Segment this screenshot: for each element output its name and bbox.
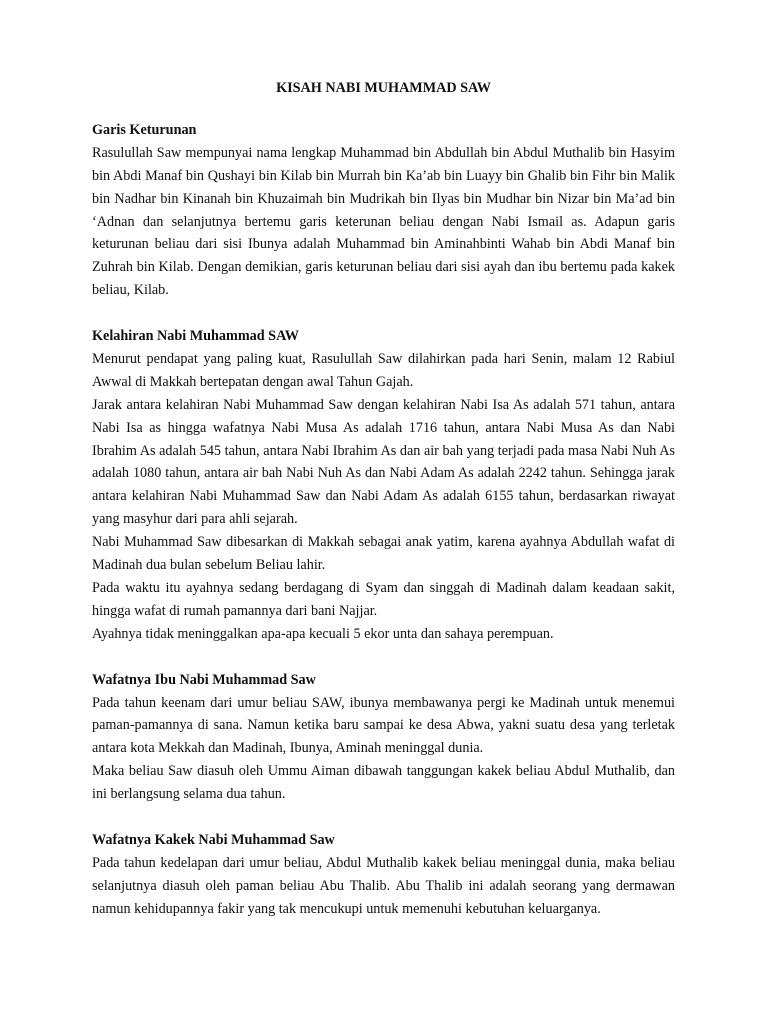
document-title: KISAH NABI MUHAMMAD SAW	[276, 80, 491, 96]
paragraph: Pada waktu itu ayahnya sedang berdagang di Syam dan singgah di Madinah dalam keadaan sakit, hingga wafat di rumah pamannya dari bani Najjar.	[92, 580, 675, 619]
paragraph: Maka beliau Saw diasuh oleh Ummu Aiman dibawah tanggungan kakek beliau Abdul Muthalib, dan ini berlangsung selama dua tahun.	[92, 763, 675, 803]
section-wafatnya-ibu	[92, 669, 675, 806]
section-heading: Wafatnya Kakek Nabi Muhammad Saw	[92, 831, 335, 848]
section-kelahiran	[92, 325, 675, 646]
paragraph: Ayahnya tidak meninggalkan apa-apa kecuali 5 ekor unta dan sahaya perempuan.	[92, 625, 554, 642]
section-heading: Kelahiran Nabi Muhammad SAW	[92, 328, 299, 345]
section-wafatnya-kakek	[92, 829, 675, 921]
section-heading: Garis Keturunan	[92, 121, 197, 138]
paragraph: Pada tahun keenam dari umur beliau SAW, ibunya membawanya pergi ke Madinah untuk menemui paman-pamannya di sana. Namun ketika baru sampai ke desa Abwa, yakni suatu desa yang terletak antara kota Mekkah dan Madinah, Ibunya, Aminah meninggal dunia.	[92, 694, 675, 757]
paragraph: Pada tahun kedelapan dari umur beliau, Abdul Muthalib kakek beliau meninggal dunia, maka beliau selanjutnya diasuh oleh paman beliau Abu Thalib. Abu Thalib ini adalah seorang yang dermawan namun kehidupannya fakir yang tak mencukupi untuk memenuhi kebutuhan keluarganya.	[92, 854, 675, 917]
section-garis-keturunan	[92, 119, 675, 302]
paragraph: Jarak antara kelahiran Nabi Muhammad Saw dengan kelahiran Nabi Isa As adalah 571 tahun, antara Nabi Isa as hingga wafatnya Nabi Musa As adalah 1716 tahun, antara Nabi Musa As dan Nabi Ibrahim As adalah 545 tahun, antara Nabi Ibrahim As dan air bah yang terjadi pada masa Nabi Nuh As adalah 1080 tahun, antara air bah Nabi Nuh As dan Nabi Adam As adalah 2242 tahun. Sehingga jarak antara kelahiran Nabi Muhammad Saw dan Nabi Adam As adalah 6155 tahun, berdasarkan riwayat yang masyhur dari para ahli sejarah.	[92, 396, 675, 528]
paragraph: Menurut pendapat yang paling kuat, Rasulullah Saw dilahirkan pada hari Senin, malam 12 Rabiul Awwal di Makkah bertepatan dengan awal Tahun Gajah.	[92, 350, 675, 390]
section-heading: Wafatnya Ibu Nabi Muhammad Saw	[92, 671, 316, 688]
paragraph: Rasulullah Saw mempunyai nama lengkap Muhammad bin Abdullah bin Abdul Muthalib bin Hasyim bin Abdi Manaf bin Qushayi bin Kilab bin Murrah bin Ka’ab bin Luayy bin Ghalib bin Fihr bin Malik bin Nadhar bin Kinanah bin Khuzaimah bin Mudrikah bin Ilyas bin Mudhar bin Nizar bin Ma’ad bin ‘Adnan dan selanjutnya bertemu garis keterunan beliau dengan Nabi Ismail as. Adapun garis keturunan beliau dari sisi Ibunya adalah Muhammad bin Aminahbinti Wahab bin Abdi Manaf bin Zuhrah bin Kilab. Dengan demikian, garis keturunan beliau dari sisi ayah dan ibu bertemu pada kakek beliau, Kilab.	[92, 144, 675, 299]
document-page	[92, 77, 675, 943]
paragraph: Nabi Muhammad Saw dibesarkan di Makkah sebagai anak yatim, karena ayahnya Abdullah wafat di Madinah dua bulan sebelum Beliau lahir.	[92, 534, 675, 574]
